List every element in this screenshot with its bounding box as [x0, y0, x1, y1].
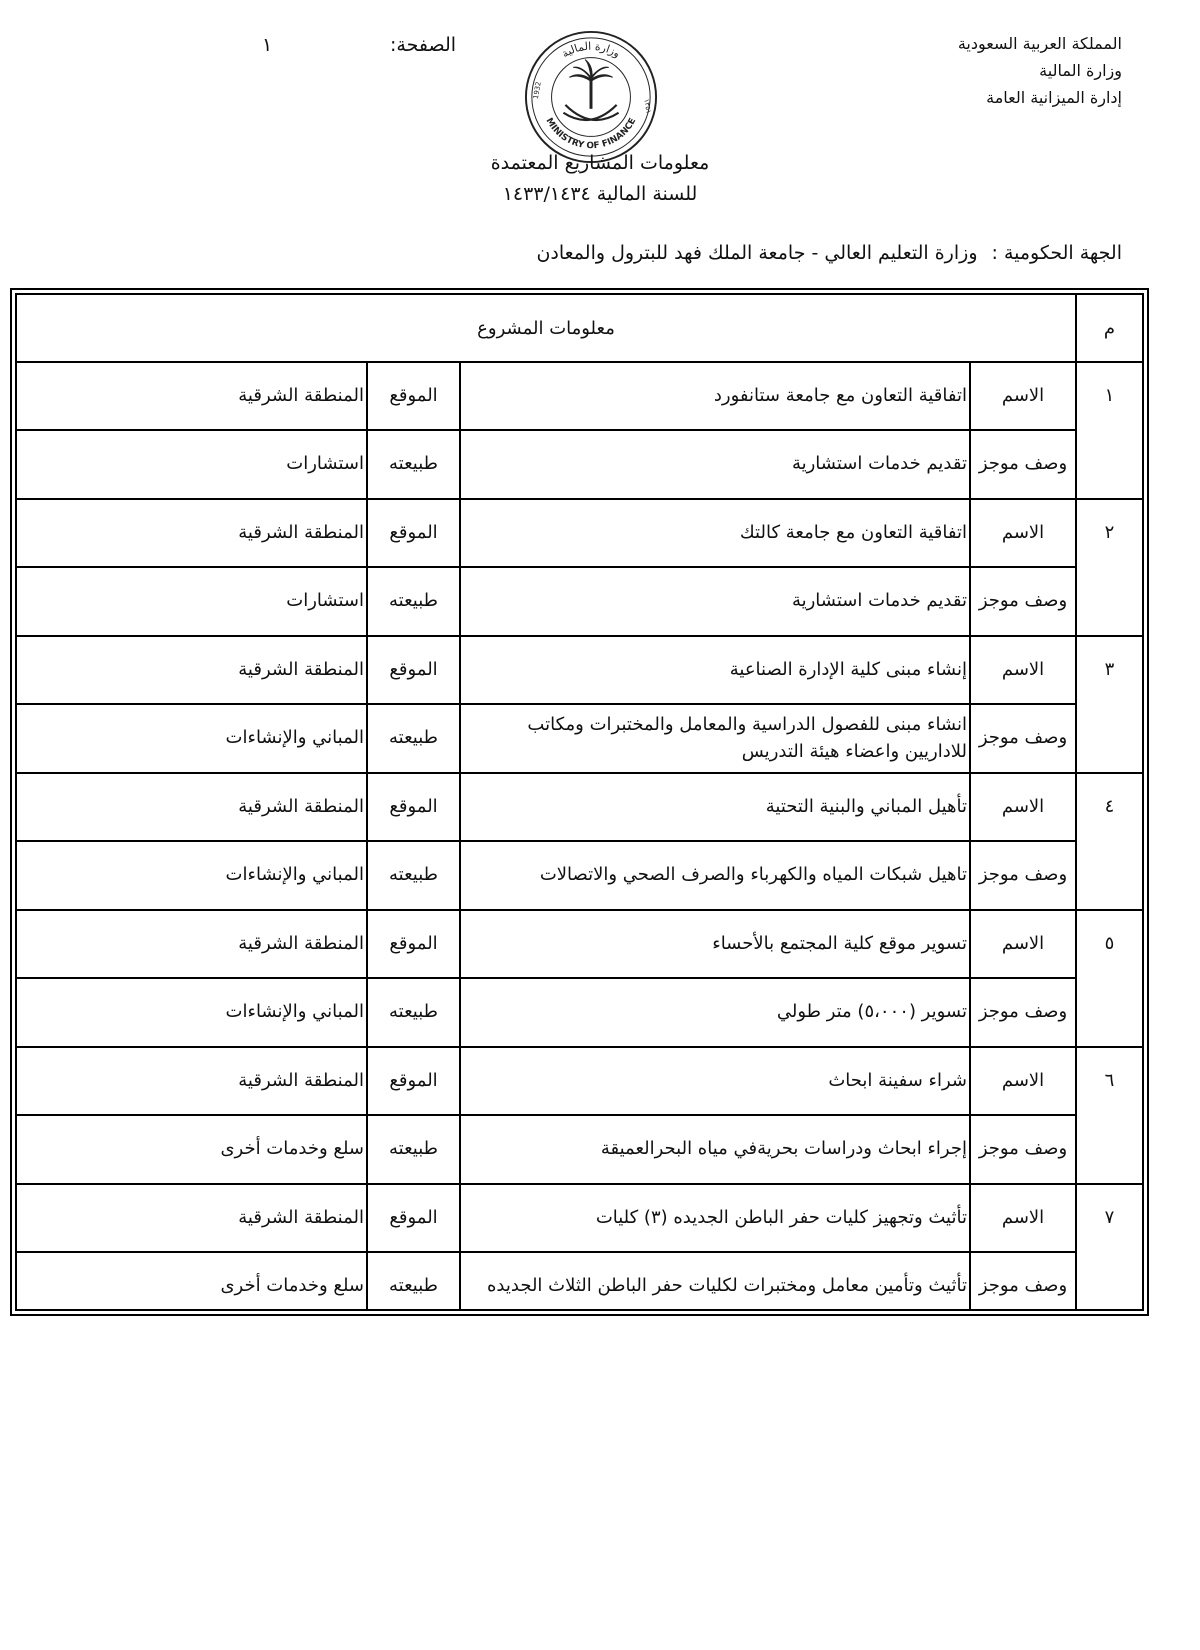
project-nature: المباني والإنشاءات	[225, 1001, 364, 1022]
project-description: تقديم خدمات استشارية	[791, 453, 967, 474]
project-name: تسوير موقع كلية المجتمع بالأحساء	[712, 932, 967, 954]
issuer-block	[862, 30, 1122, 111]
document-title: معلومات المشاريع المعتمدة	[490, 152, 710, 174]
nature-label: طبيعته	[389, 1275, 438, 1296]
ministry-seal-logo	[522, 28, 660, 166]
project-description: تقديم خدمات استشارية	[791, 590, 967, 611]
project-name: اتفاقية التعاون مع جامعة كالتك	[739, 521, 967, 543]
project-location: المنطقة الشرقية	[238, 932, 364, 954]
location-label: الموقع	[389, 1069, 438, 1091]
project-name: شراء سفينة ابحاث	[828, 1069, 967, 1091]
project-nature: استشارات	[286, 590, 364, 611]
project-location: المنطقة الشرقية	[238, 521, 364, 543]
location-label: الموقع	[389, 521, 438, 543]
nature-label: طبيعته	[389, 1001, 438, 1022]
description-label: وصف موجز	[978, 453, 1068, 474]
nature-label: طبيعته	[389, 590, 438, 611]
department-name: إدارة الميزانية العامة	[986, 88, 1122, 107]
project-number: ٥	[1104, 932, 1115, 954]
project-name: تأهيل المباني والبنية التحتية	[765, 795, 967, 817]
government-entity-value: وزارة التعليم العالي - جامعة الملك فهد للبترول والمعادن	[536, 242, 978, 264]
name-label: الاسم	[1001, 1069, 1045, 1091]
location-label: الموقع	[389, 1206, 438, 1228]
project-number: ٧	[1104, 1206, 1115, 1228]
project-description: تأثيث وتأمين معامل ومختبرات لكليات حفر الباطن الثلاث الجديده	[486, 1275, 967, 1296]
location-label: الموقع	[389, 795, 438, 817]
nature-label: طبيعته	[389, 1138, 438, 1159]
project-number: ٣	[1104, 658, 1115, 680]
project-number: ٤	[1104, 795, 1115, 817]
project-number: ٢	[1104, 521, 1115, 543]
seal-year-right: ١٣٥١	[642, 98, 653, 115]
number-column-header: م	[1103, 317, 1116, 339]
description-label: وصف موجز	[978, 1275, 1068, 1296]
page-number: ١	[262, 34, 273, 56]
project-nature: سلع وخدمات أخرى	[220, 1275, 364, 1296]
project-name: إنشاء مبنى كلية الإدارة الصناعية	[729, 658, 967, 680]
project-location: المنطقة الشرقية	[238, 795, 364, 817]
seal-year-left: 1932	[531, 81, 543, 100]
project-description: انشاء مبنى للفصول الدراسية والمعامل والمختبرات ومكاتب للاداريين واعضاء هيئة التدريس	[527, 713, 967, 762]
page-label: الصفحة:	[390, 34, 457, 56]
nature-label: طبيعته	[389, 864, 438, 885]
project-nature: المباني والإنشاءات	[225, 727, 364, 748]
projects-table	[15, 293, 1144, 1311]
ministry-name: وزارة المالية	[1039, 61, 1122, 80]
project-location: المنطقة الشرقية	[238, 1206, 364, 1228]
name-label: الاسم	[1001, 658, 1045, 680]
nature-label: طبيعته	[389, 727, 438, 748]
project-description: إجراء ابحاث ودراسات بحريةفي مياه البحرالعميقة	[600, 1138, 967, 1159]
seal-text-top: وزارة المالية	[559, 39, 623, 61]
location-label: الموقع	[389, 932, 438, 954]
palm-tree-icon	[569, 60, 612, 109]
name-label: الاسم	[1001, 1206, 1045, 1228]
project-number: ٦	[1104, 1069, 1115, 1091]
description-label: وصف موجز	[978, 727, 1068, 748]
project-name: اتفاقية التعاون مع جامعة ستانفورد	[713, 384, 967, 406]
description-label: وصف موجز	[978, 590, 1068, 611]
description-label: وصف موجز	[978, 1001, 1068, 1022]
location-label: الموقع	[389, 658, 438, 680]
government-entity	[536, 242, 1122, 264]
name-label: الاسم	[1001, 795, 1045, 817]
description-label: وصف موجز	[978, 1138, 1068, 1159]
project-location: المنطقة الشرقية	[238, 658, 364, 680]
nature-label: طبيعته	[389, 453, 438, 474]
location-label: الموقع	[389, 384, 438, 406]
seal-text-bottom: MINISTRY OF FINANCE	[543, 116, 639, 152]
description-label: وصف موجز	[978, 864, 1068, 885]
project-location: المنطقة الشرقية	[238, 1069, 364, 1091]
project-number: ١	[1104, 384, 1115, 406]
project-nature: المباني والإنشاءات	[225, 864, 364, 885]
fiscal-year-subtitle: للسنة المالية ١٤٣٣/١٤٣٤	[502, 183, 698, 205]
government-entity-label: الجهة الحكومية :	[991, 242, 1122, 264]
project-description: تاهيل شبكات المياه والكهرباء والصرف الصحي والاتصالات	[539, 864, 967, 885]
project-location: المنطقة الشرقية	[238, 384, 364, 406]
project-nature: سلع وخدمات أخرى	[220, 1138, 364, 1159]
project-description: تسوير (٥،٠٠٠) متر طولي	[776, 1001, 967, 1022]
name-label: الاسم	[1001, 521, 1045, 543]
name-label: الاسم	[1001, 932, 1045, 954]
kingdom-name: المملكة العربية السعودية	[957, 34, 1122, 53]
project-name: تأثيث وتجهيز كليات حفر الباطن الجديده (٣) كليات	[595, 1206, 967, 1228]
info-column-header: معلومات المشروع	[477, 317, 615, 339]
name-label: الاسم	[1001, 384, 1045, 406]
project-nature: استشارات	[286, 453, 364, 474]
